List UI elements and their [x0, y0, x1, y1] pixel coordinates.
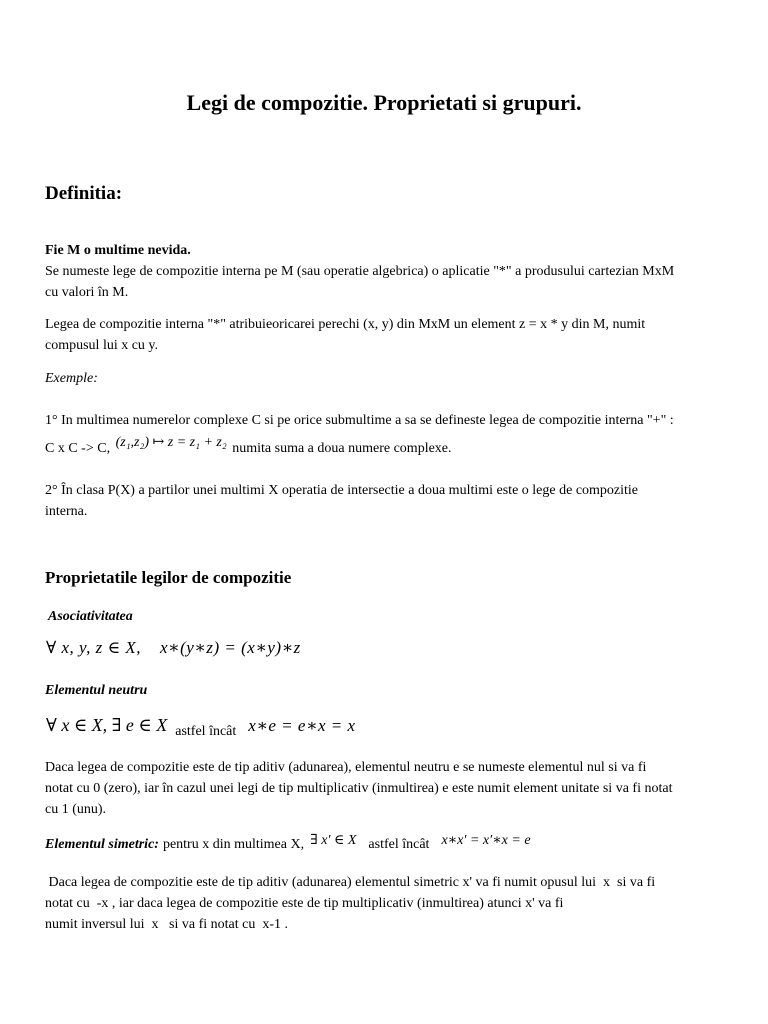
definitia-heading: Definitia:: [45, 183, 123, 204]
asociativitatea-label: Asociativitatea: [48, 609, 133, 624]
exemple-label: Exemple:: [45, 371, 98, 386]
definitia-line2: cu valori în M.: [45, 285, 129, 300]
elementul-simetric-line: [45, 834, 531, 855]
page-title: Legi de compozitie. Proprietati si grupuri.: [186, 90, 582, 115]
neutru-astfel: astfel încât: [175, 724, 237, 739]
simetric-paragraph-line3: numit inversul lui x si va fi notat cu x-1 .: [45, 917, 289, 932]
simetric-formula-2: x∗x′ = x′∗x = e: [441, 833, 531, 848]
elementul-neutru-formula-line: [46, 715, 356, 738]
neutru-formula-1: ∀ x ∈ X, ∃ e ∈ X: [46, 715, 168, 735]
example2-line2: interna.: [45, 504, 88, 519]
neutru-paragraph-line1: Daca legea de compozitie este de tip aditiv (adunarea), elementul neutru e se numeste elementul nul si va fi: [45, 760, 647, 775]
simetric-formula-1: ∃ x′ ∈ X: [310, 833, 357, 848]
elementul-simetric-label: Elementul simetric:: [45, 837, 159, 852]
neutru-paragraph-line3: cu 1 (unu).: [45, 802, 107, 817]
neutru-formula-2: x∗e = e∗x = x: [248, 716, 356, 735]
example1-line1: 1° In multimea numerelor complexe C si pe orice submultime a sa se defineste legea de compozitie interna "+" :: [45, 413, 674, 428]
definitia-line1: Se numeste lege de compozitie interna pe M (sau operatie algebrica) o aplicatie "*" a produsului cartezian MxM: [45, 264, 675, 279]
definitia-para2-line2: compusul lui x cu y.: [45, 338, 159, 353]
asociativitatea-formula: ∀ x, y, z ∈ X, x∗(y∗z) = (x∗y)∗z: [46, 638, 301, 657]
simetric-text: pentru x din multimea X,: [162, 837, 305, 852]
example1-prefix: C x C -> C,: [45, 441, 111, 456]
elementul-neutru-label: Elementul neutru: [45, 683, 148, 698]
example1-formula: (z₁,z₂) ↦ z = z₁ + z₂: [115, 435, 227, 450]
example2-line1: 2° În clasa P(X) a partilor unei multimi X operatia de intersectie a doua multimi este o lege de compozitie: [45, 483, 639, 498]
simetric-paragraph-line1: Daca legea de compozitie este de tip aditiv (adunarea) elementul simetric x' va fi numit opusul lui x si va fi: [45, 875, 656, 890]
simetric-paragraph-line2: notat cu -x , iar daca legea de compozitie este de tip multiplicativ (inmultirea) atunci x' va fi: [45, 896, 564, 911]
definitia-para2-line1: Legea de compozitie interna "*" atribuieoricarei perechi (x, y) din MxM un element z = x * y din M, numit: [45, 317, 646, 332]
neutru-paragraph-line2: notat cu 0 (zero), iar în cazul unei legi de tip multiplicativ (inmultirea) e este numit element unitate si va fi notat: [45, 781, 673, 796]
proprietati-heading: Proprietatile legilor de compozitie: [45, 568, 292, 587]
example1-suffix: numita suma a doua numere complexe.: [232, 441, 452, 456]
simetric-astfel: astfel încât: [368, 837, 430, 852]
definitia-intro: Fie M o multime nevida.: [45, 243, 191, 258]
example1-line2: [45, 435, 452, 459]
